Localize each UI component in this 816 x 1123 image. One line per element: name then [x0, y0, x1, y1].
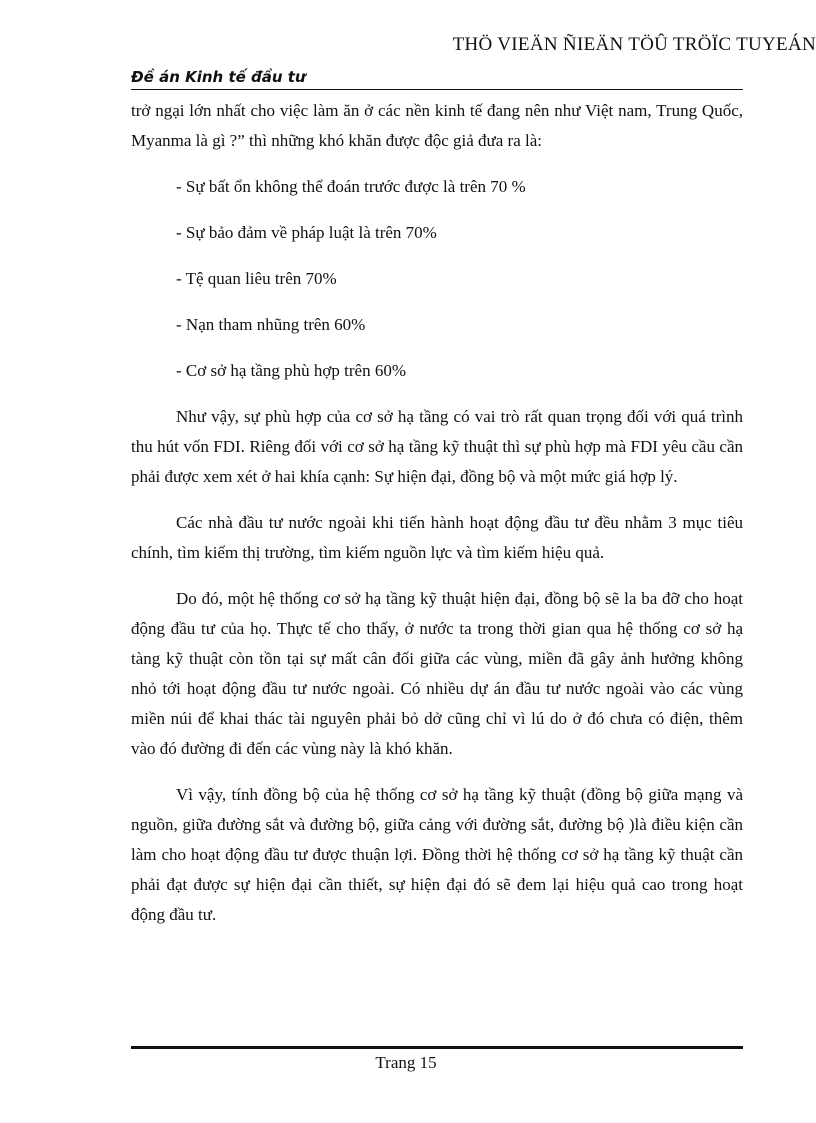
document-header: Đề án Kinh tế đầu tư: [131, 68, 743, 90]
footer-divider: [131, 1046, 743, 1049]
bullet-item-corruption: - Nạn tham nhũng trên 60%: [176, 315, 366, 334]
top-banner: THÖ VIEÄN ÑIEÄN TÖÛ TRÖÏC TUYEÁN: [452, 34, 816, 55]
bullet-item-legal: - Sự bảo đảm về pháp luật là trên 70%: [176, 223, 437, 242]
bullet-item-bureaucracy: - Tệ quan liêu trên 70%: [176, 269, 337, 288]
page-number: Trang 15: [375, 1053, 437, 1072]
paragraph-continuation: trở ngại lớn nhất cho việc làm ăn ở các nền kinh tế đang nên như Việt nam, Trung Quốc, Myanma là gì ?” thì những khó khăn được độc giả đưa ra là:: [131, 101, 743, 150]
bullet-item-instability: - Sự bất ổn không thể đoán trước được là trên 70 %: [176, 177, 526, 196]
page-body: [131, 96, 743, 946]
paragraph-modern-system: Do đó, một hệ thống cơ sở hạ tầng kỹ thuật hiện đại, đồng bộ sẽ la ba đỡ cho hoạt động đầu tư của họ. Thực tế cho thấy, ở nước ta trong thời gian qua hệ thống cơ sở hạ tàng kỹ thuật còn tồn tại sự mất cân đối giữa các vùng, miền đã gây ảnh hưởng không nhỏ tới hoạt động đầu tư nước ngoài. Có nhiều dự án đầu tư nước ngoài vào các vùng miền núi để khai thác tài nguyên phải bỏ dở cũng chỉ vì lú do ở đó chưa có điện, thêm vào đó đường đi đến các vùng này là khó khăn.: [131, 589, 743, 758]
bullet-item-infrastructure: - Cơ sở hạ tầng phù hợp trên 60%: [176, 361, 406, 380]
paragraph-investor-goals: Các nhà đầu tư nước ngoài khi tiến hành hoạt động đầu tư đều nhằm 3 mục tiêu chính, tìm kiếm thị trường, tìm kiếm nguồn lực và tìm kiếm hiệu quả.: [131, 513, 743, 562]
paragraph-infrastructure-role: Như vậy, sự phù hợp của cơ sở hạ tầng có vai trò rất quan trọng đối với quá trình thu hút vốn FDI. Riêng đối với cơ sở hạ tầng kỹ thuật thì sự phù hợp mà FDI yêu cầu cần phải được xem xét ở hai khía cạnh: Sự hiện đại, đồng bộ và một mức giá hợp lý.: [131, 407, 743, 486]
paragraph-synchronization: Vì vậy, tính đồng bộ của hệ thống cơ sở hạ tầng kỹ thuật (đồng bộ giữa mạng và nguồn, giữa đường sắt và đường bộ, giữa cảng với đường sắt, đường bộ )là điều kiện cần làm cho hoạt động đầu tư được thuận lợi. Đồng thời hệ thống cơ sở hạ tầng kỹ thuật cần phải đạt được sự hiện đại cần thiết, sự hiện đại đó sẽ đem lại hiệu quả cao trong hoạt động đầu tư.: [131, 785, 743, 924]
